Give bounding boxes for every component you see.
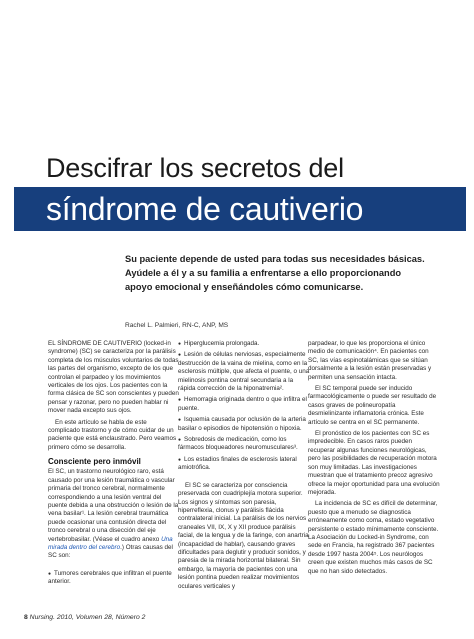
author-byline: Rachel L. Palmieri, RN-C, ANP, MS bbox=[125, 322, 229, 329]
page-footer bbox=[24, 613, 324, 622]
paragraph-text: .) Otras causas del SC son: bbox=[48, 543, 173, 560]
text-column-2 bbox=[178, 340, 310, 594]
section-heading: Consciente pero inmóvil bbox=[48, 457, 141, 467]
page-number: 8 bbox=[24, 614, 28, 621]
bullet-item: ● Lesión de células nerviosas, especialmente destrucción de la vaina de mielina, como en la esclerosis múltiple, que afecta el puente, o una mielinosis pontina central secundaria a la rápida corrección de la hiponatremia². bbox=[178, 351, 310, 393]
paragraph: El pronóstico de los pacientes con SC es impredecible. En casos raros pueden recuperar algunas funciones neurológicas, pero las posibilidades de recuperación motora son muy limitadas. Las investigaciones muestran que el tratamiento precoz agresivo ofrece la mejor oportunidad para una evolución mejorada. bbox=[308, 430, 440, 496]
bullet-item: ● Sobredosis de medicación, como los fármacos bloqueadores neuromusculares³. bbox=[178, 436, 310, 453]
bullet-item: ● Hiperglucemia prolongada. bbox=[178, 340, 310, 348]
lede-line: apoyo emocional y enseñándoles cómo comunicarse. bbox=[125, 282, 364, 292]
journal-citation: Nursing. 2010, Volumen 28, Número 2 bbox=[29, 614, 146, 621]
sidebar-reference-link[interactable]: Una mirada dentro del cerebro bbox=[48, 535, 173, 551]
paragraph: En este artículo se habla de este complicado trastorno y de cómo cuidar de un paciente que está enclaustrado. Pero veamos primero cómo se desarrolla. bbox=[48, 418, 177, 451]
paragraph: EL SÍNDROME DE CAUTIVERIO (locked-in syndrome) (SC) se caracteriza por la parálisis completa de los músculos voluntarios de todas las partes del organismo, excepto de los que controlan el parpadeo y los movimientos verticales de los ojos. Los pacientes con la forma clásica de SC son conscientes y pueden pensar y razonar, pero no pueden hablar ni mover nada excepto sus ojos. bbox=[48, 340, 179, 415]
article-title-line1: Descifrar los secretos del bbox=[46, 153, 344, 183]
text-column-3 bbox=[308, 340, 440, 579]
article-lede bbox=[125, 252, 445, 294]
paragraph: El SC temporal puede ser inducido farmacológicamente o puede ser resultado de casos graves de polineuropatía desmielinizante inflamatoria crónica. Este artículo se centra en el SC permanente. bbox=[308, 385, 437, 426]
lede-line: Su paciente depende de usted para todas sus necesidades básicas. bbox=[125, 254, 425, 264]
bullet-item: ● Isquemia causada por oclusión de la arteria basilar o episodios de hipotensión o hipoxia. bbox=[178, 416, 310, 433]
bullet-item: ● Los estadios finales de esclerosis lateral amiotrófica. bbox=[178, 456, 310, 473]
bullet-item: ● Tumores cerebrales que infiltran el puente anterior. bbox=[48, 570, 180, 587]
text-column-1 bbox=[48, 340, 180, 590]
lede-line: Ayúdele a él y a su familia a enfrentarse a ello proporcionando bbox=[125, 268, 402, 278]
bullet-item: ● Hemorragia originada dentro o que infiltra el puente. bbox=[178, 396, 310, 413]
paragraph-text: El SC, un trastorno neurológico raro, está causado por una lesión traumática o vascular primaria del tronco cerebral, normalmente correspondiendo a una lesión ventral del puente debida a una obstrucción o lesión de la vena basilar¹. La lesión cerebral traumática puede ocasionar una contusión directa del tronco cerebral o una disección del eje vertebrobasilar. (Véase el cuadro anexo bbox=[48, 468, 179, 543]
article-title-line2: síndrome de cautiverio bbox=[46, 191, 364, 227]
paragraph: El SC se caracteriza por consciencia preservada con cuadriplejía motora superior. Los signos y síntomas son paresia, hiperreflexia, clonus y parálisis flácida contralateral inicial. La parálisis de los nervios craneales VII, IX, X y XII produce parálisis facial, de la lengua y de la faringe, con anartria (incapacidad de hablar), causando graves dificultades para deglutir y producir sonidos, y paresia de la mirada horizontal bilateral. Sin embargo, la mayoría de pacientes con una lesión pontina pueden realizar movimientos oculares verticales y bbox=[178, 481, 309, 590]
paragraph: parpadear, lo que les proporciona el único medio de comunicación⁴. En pacientes con SC, las vías espinotalámicas que se sitúan dorsalmente a la lesión están preservadas y permiten una sensación intacta. bbox=[308, 340, 432, 381]
paragraph bbox=[48, 468, 180, 560]
paragraph: La incidencia de SC es difícil de determinar, puesto que a menudo se diagnostica erróneamente como coma, estado vegetativo persistente o estado mínimamente consciente. La Asociación du Locked-in Syndrome, con sede en Francia, ha registrado 367 pacientes desde 1997 hasta 2004⁵. Los neurólogos creen que existen muchos más casos de SC que no han sido detectados. bbox=[308, 500, 439, 575]
